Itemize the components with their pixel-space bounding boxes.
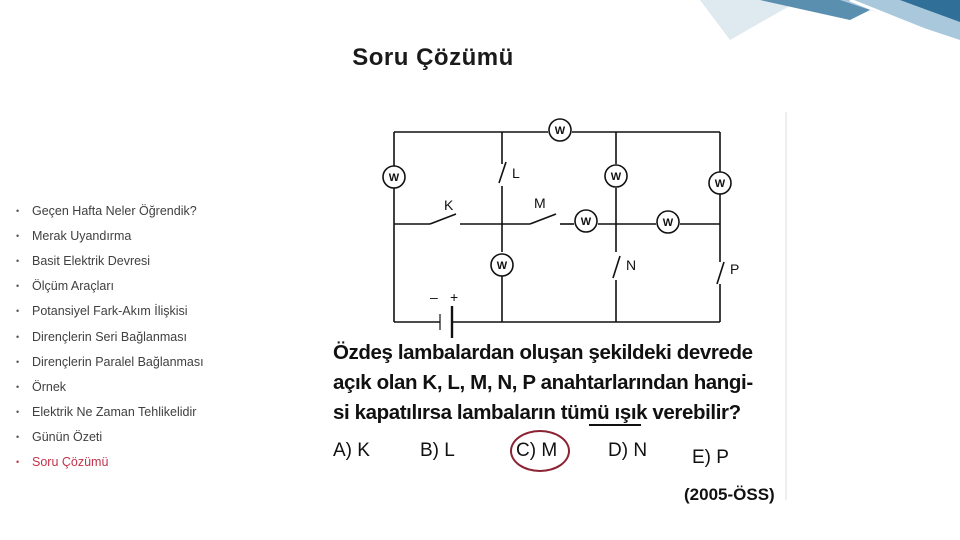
emphasis-underline (589, 424, 641, 426)
agenda-list (16, 198, 204, 475)
battery-plus: + (450, 289, 459, 305)
question-source: (2005-ÖSS) (684, 485, 775, 504)
slide-title: Soru Çözümü (352, 44, 514, 71)
answer-circle (510, 430, 570, 472)
lamp-label: W (714, 178, 726, 190)
lamp-label: W (388, 172, 400, 184)
question-line-1: Özdeş lambalardan oluşan şekildeki devrede (333, 341, 753, 364)
agenda-item[interactable]: • Merak Uyandırma (16, 223, 204, 248)
lamp-label: W (496, 260, 508, 272)
bullet-icon: • (16, 432, 20, 443)
bullet-icon: • (16, 407, 20, 418)
agenda-item[interactable]: • Geçen Hafta Neler Öğrendik? (16, 198, 204, 223)
switch-label-l: L (512, 165, 520, 181)
bullet-icon: • (16, 306, 20, 317)
switch-label-p: P (730, 261, 740, 277)
lamp-label: W (662, 217, 674, 229)
battery-minus: – (430, 289, 438, 305)
agenda-item[interactable]: • Elektrik Ne Zaman Tehlikelidir (16, 400, 204, 425)
option-d: D) N (608, 440, 648, 461)
bullet-icon: • (16, 230, 20, 241)
switch-label-n: N (626, 257, 637, 273)
bullet-icon: • (16, 281, 20, 292)
bullet-icon: • (16, 381, 20, 392)
question-line-3: si kapatılırsa lambaların tümü ışık verebilir? (333, 401, 741, 424)
agenda-item-active[interactable]: • Soru Çözümü (16, 450, 204, 475)
bullet-icon: • (16, 356, 20, 367)
option-b: B) L (420, 440, 455, 461)
agenda-item[interactable]: • Örnek (16, 374, 204, 399)
agenda-item[interactable]: • Dirençlerin Paralel Bağlanması (16, 349, 204, 374)
bullet-icon: • (16, 255, 20, 266)
bullet-icon: • (16, 331, 20, 342)
agenda-item[interactable]: • Ölçüm Araçları (16, 274, 204, 299)
option-a: A) K (333, 440, 370, 461)
bullet-icon: • (16, 457, 20, 468)
switch-label-k: K (444, 197, 454, 213)
agenda-item[interactable]: • Basit Elektrik Devresi (16, 248, 204, 273)
emphasis-word: tümü (560, 401, 610, 424)
lamp-label: W (554, 125, 566, 137)
lamp-label: W (610, 171, 622, 183)
bullet-icon: • (16, 205, 20, 216)
lamp-label: W (580, 216, 592, 228)
switch-label-m: M (534, 195, 546, 211)
agenda-item[interactable]: • Potansiyel Fark-Akım İlişkisi (16, 299, 204, 324)
agenda-item[interactable]: • Dirençlerin Seri Bağlanması (16, 324, 204, 349)
option-e: E) P (692, 447, 729, 468)
agenda-item[interactable]: • Günün Özeti (16, 425, 204, 450)
question-line-2: açık olan K, L, M, N, P anahtarlarından hangi- (333, 371, 753, 394)
option-c: C) M (516, 440, 558, 461)
